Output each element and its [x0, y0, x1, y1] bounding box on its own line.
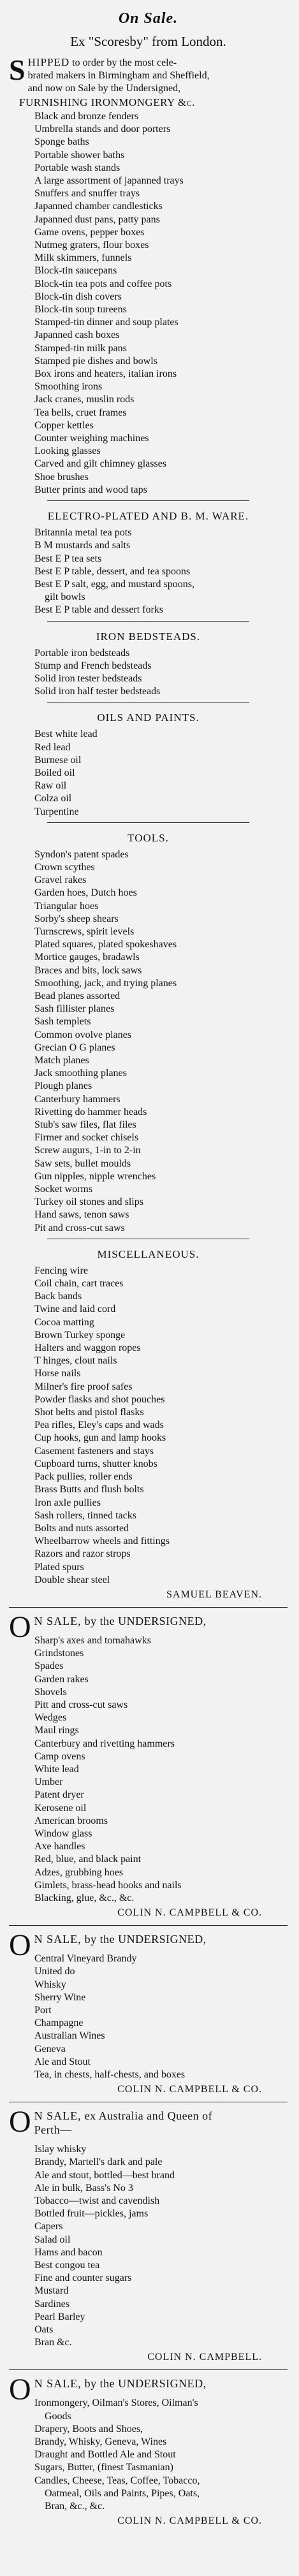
list-item: Block-tin tea pots and coffee pots: [34, 278, 172, 289]
list-item: Best E P tea sets: [34, 553, 102, 564]
iron-list: [9, 647, 288, 699]
list-item: Umbrella stands and door porters: [34, 124, 171, 135]
list-item: Solid iron tester bedsteads: [34, 673, 142, 684]
list-item: Garden hoes, Dutch hoes: [34, 887, 137, 899]
list-item: Grindstones: [34, 1648, 84, 1659]
list-item: Kerosene oil: [34, 1802, 87, 1814]
list-item: A large assortment of japanned trays: [34, 175, 184, 187]
list-item: Black and bronze fenders: [34, 111, 139, 122]
list-item: Plated spurs: [34, 1561, 84, 1573]
list-item: Red, blue, and black paint: [34, 1854, 142, 1865]
list-item: Milk skimmers, funnels: [34, 252, 132, 264]
list-item: Fencing wire: [34, 1265, 88, 1276]
list-item: Copper kettles: [34, 419, 94, 431]
list-item: Block-tin saucepans: [34, 265, 117, 277]
list-item: Best E P table and dessert forks: [34, 604, 164, 616]
intro-line1: to order by the most cele-: [69, 57, 177, 68]
intro-caps: HIPPED: [27, 56, 70, 68]
list-item: T hinges, clout nails: [34, 1355, 117, 1367]
list-item: Britannia metal tea pots: [34, 527, 132, 539]
list-item: Bead planes assorted: [34, 990, 120, 1001]
list-item: Ironmongery, Oilman's Stores, Oilman's: [34, 2398, 198, 2409]
list-item: Shovels: [34, 1686, 67, 1698]
list-item: Sorby's sheep shears: [34, 913, 119, 924]
list-item: Horse nails: [34, 1368, 81, 1379]
list-item: Bran &c.: [34, 2337, 72, 2348]
list-item: Best congou tea: [34, 2260, 100, 2271]
list-item: United do: [34, 1966, 75, 1977]
list-item: Wedges: [34, 1712, 67, 1724]
list-item: Fine and counter sugars: [34, 2273, 132, 2284]
list-item: Cup hooks, gun and lamp hooks: [34, 1432, 166, 1444]
list-item: Turnscrews, spirit levels: [34, 926, 135, 937]
list-item: Draught and Bottled Ale and Stout: [34, 2449, 176, 2461]
on-sale-rest: by the UNDERSIGNED,: [81, 1614, 207, 1627]
list-item: Gravel rakes: [34, 875, 87, 886]
list-item: Portable iron bedsteads: [34, 647, 130, 659]
sale2-list: [9, 1634, 288, 1905]
misc-heading: MISCELLANEOUS.: [97, 1248, 200, 1260]
list-item: Portable shower baths: [34, 149, 125, 161]
list-item: Sash templets: [34, 1016, 91, 1028]
list-item: Stamped-tin milk pans: [34, 342, 127, 354]
furnishing-list: [9, 110, 288, 497]
list-item: Brown Turkey sponge: [34, 1329, 126, 1341]
list-item: Triangular hoes: [34, 900, 99, 912]
list-item: Japanned chamber candlesticks: [34, 201, 163, 212]
list-item: Razors and razor strops: [34, 1548, 131, 1560]
divider: [9, 1925, 288, 1926]
sale5-list: [9, 2397, 288, 2513]
list-item: gilt bowls: [45, 592, 85, 603]
list-item: Twine and laid cord: [34, 1304, 116, 1315]
list-item: Geneva: [34, 2043, 66, 2055]
dropcap: O: [9, 1928, 32, 1963]
list-item: Pearl Barley: [34, 2311, 85, 2322]
list-item: Hams and bacon: [34, 2246, 103, 2258]
list-item: Best E P table, dessert, and tea spoons: [34, 565, 191, 577]
list-item: Shot belts and pistol flasks: [34, 1407, 144, 1418]
ship-title: Ex "Scoresby" from London.: [70, 34, 226, 49]
list-item: Window glass: [34, 1828, 92, 1839]
list-item: Brass Butts and flush bolts: [34, 1484, 144, 1495]
dropcap: O: [9, 2105, 32, 2139]
list-item: Mustard: [34, 2285, 69, 2297]
on-sale-caps: N SALE,: [34, 2377, 82, 2390]
list-item: Port: [34, 2005, 52, 2016]
list-item: Crown scythes: [34, 861, 95, 873]
list-item: Red lead: [34, 741, 71, 753]
list-item: Shoe brushes: [34, 471, 89, 483]
list-item: Box irons and heaters, italian irons: [34, 368, 177, 380]
list-item: Champagne: [34, 2018, 84, 2029]
on-sale-caps: N SALE,: [34, 1933, 82, 1946]
list-item: Solid iron half tester bedsteads: [34, 686, 161, 697]
oils-heading: OILS AND PAINTS.: [97, 711, 200, 724]
list-item: Block-tin dish covers: [34, 291, 122, 302]
divider: [47, 500, 249, 501]
list-item: Casement fasteners and stays: [34, 1445, 154, 1457]
list-item: Iron axle pullies: [34, 1497, 101, 1508]
list-item: Jack smoothing planes: [34, 1068, 127, 1079]
list-item: Pack pullies, roller ends: [34, 1471, 133, 1483]
list-item: Spades: [34, 1661, 64, 1672]
list-item: Smoothing, jack, and trying planes: [34, 977, 177, 989]
list-item: Axe handles: [34, 1841, 85, 1852]
list-item: Firmer and socket chisels: [34, 1132, 139, 1144]
list-item: Syndon's patent spades: [34, 848, 129, 860]
on-sale-rest: by the UNDERSIGNED,: [81, 2377, 207, 2390]
list-item: Best E P salt, egg, and mustard spoons,: [34, 578, 194, 590]
list-item: Back bands: [34, 1291, 82, 1302]
list-item: Portable wash stands: [34, 162, 120, 173]
list-item: Cocoa matting: [34, 1316, 94, 1328]
intro-line3: and now on Sale by the Undersigned,: [27, 83, 181, 94]
list-item: Central Vineyard Brandy: [34, 1953, 137, 1965]
list-item: Ale and Stout: [34, 2056, 91, 2067]
masthead-title: On Sale.: [118, 10, 179, 27]
list-item: Bolts and nuts assorted: [34, 1522, 129, 1534]
list-item: Brandy, Whisky, Geneva, Wines: [34, 2436, 167, 2448]
list-item: Halters and waggon ropes: [34, 1343, 141, 1354]
iron-heading: IRON BEDSTEADS.: [96, 630, 201, 643]
list-item: Pitt and cross-cut saws: [34, 1699, 128, 1710]
list-item: Powder flasks and shot pouches: [34, 1394, 165, 1405]
list-item: Double shear steel: [34, 1574, 110, 1585]
tools-list: [9, 848, 288, 1235]
list-item: Sugars, Butter, (finest Tasmanian): [34, 2462, 173, 2473]
list-item: Bran, &c., &c.: [45, 2501, 105, 2512]
list-item: Socket worms: [34, 1184, 93, 1195]
list-item: Tobacco—twist and cavendish: [34, 2195, 160, 2207]
list-item: Raw oil: [34, 780, 67, 792]
list-item: Coil chain, cart traces: [34, 1278, 124, 1290]
list-item: Stub's saw files, flat files: [34, 1119, 136, 1131]
list-item: Salad oil: [34, 2234, 71, 2245]
list-item: Stamped-tin dinner and soup plates: [34, 317, 179, 328]
on-sale-rest: ex Australia and Queen of: [81, 2109, 213, 2123]
list-item: Tea, in chests, half-chests, and boxes: [34, 2069, 186, 2081]
list-item: Common ovolve planes: [34, 1029, 131, 1040]
on-sale-rest2: Perth—: [34, 2123, 72, 2137]
list-item: Sharp's axes and tomahawks: [34, 1634, 151, 1646]
sale3-list: [9, 1953, 288, 2081]
list-item: Bottled fruit—pickles, jams: [34, 2208, 149, 2220]
sale4-list: [9, 2143, 288, 2349]
list-item: Blacking, glue, &c., &c.: [34, 1892, 135, 1903]
list-item: Goods: [45, 2410, 71, 2422]
list-item: Canterbury hammers: [34, 1093, 120, 1105]
list-item: Pea rifles, Eley's caps and wads: [34, 1420, 164, 1431]
list-item: Garden rakes: [34, 1673, 89, 1685]
list-item: Japanned dust pans, patty pans: [34, 214, 160, 225]
list-item: Stump and French bedsteads: [34, 660, 152, 671]
list-item: Islay whisky: [34, 2144, 87, 2155]
list-item: Looking glasses: [34, 446, 101, 457]
list-item: Whisky: [34, 1979, 66, 1990]
list-item: Stamped pie dishes and bowls: [34, 355, 157, 367]
list-item: Plough planes: [34, 1081, 92, 1092]
list-item: Sardines: [34, 2298, 70, 2310]
dropcap: O: [9, 1610, 32, 1644]
list-item: Colza oil: [34, 793, 72, 804]
list-item: Butter prints and wood taps: [34, 484, 147, 495]
list-item: Japanned cash boxes: [34, 330, 120, 341]
list-item: Cupboard turns, shutter knobs: [34, 1458, 157, 1469]
list-item: Tea bells, cruet frames: [34, 407, 127, 418]
list-item: Burnese oil: [34, 754, 82, 766]
list-item: B M mustards and salts: [34, 540, 131, 551]
list-item: Gun nipples, nipple wrenches: [34, 1170, 156, 1182]
list-item: Ale in bulk, Bass's No 3: [34, 2182, 133, 2194]
list-item: Maul rings: [34, 1725, 79, 1736]
list-item: Canterbury and rivetting hammers: [34, 1738, 175, 1749]
list-item: Wheelbarrow wheels and fittings: [34, 1536, 170, 1547]
oils-list: [9, 728, 288, 818]
list-item: Game ovens, pepper boxes: [34, 226, 145, 238]
signature: COLIN N. CAMPBELL & CO.: [117, 2515, 262, 2527]
furnishing-heading: FURNISHING IRONMONGERY &c.: [19, 96, 195, 108]
on-sale-rest: by the UNDERSIGNED,: [81, 1933, 207, 1946]
signature: SAMUEL BEAVEN.: [166, 1589, 262, 1600]
list-item: Capers: [34, 2221, 63, 2232]
list-item: Candles, Cheese, Teas, Coffee, Tobacco,: [34, 2475, 200, 2486]
list-item: Oats: [34, 2324, 54, 2336]
list-item: White lead: [34, 1763, 79, 1775]
list-item: Match planes: [34, 1055, 89, 1066]
list-item: Drapery, Boots and Shoes,: [34, 2423, 143, 2434]
intro-paragraph: [9, 56, 288, 95]
list-item: Camp ovens: [34, 1750, 85, 1762]
list-item: Gimlets, brass-head hooks and nails: [34, 1879, 182, 1891]
divider: [9, 2369, 288, 2370]
misc-list: [9, 1265, 288, 1587]
electro-heading: ELECTRO-PLATED AND B. M. WARE.: [47, 510, 249, 523]
list-item: Saw sets, bullet moulds: [34, 1158, 131, 1169]
list-item: Block-tin soup tureens: [34, 304, 127, 316]
list-item: Boiled oil: [34, 767, 75, 778]
list-item: Sponge baths: [34, 136, 89, 148]
list-item: Umber: [34, 1777, 63, 1788]
list-item: Carved and gilt chimney glasses: [34, 458, 167, 470]
list-item: Counter weighing machines: [34, 433, 149, 444]
list-item: Patent dryer: [34, 1789, 84, 1801]
on-sale-caps: N SALE,: [34, 2109, 82, 2123]
list-item: Adzes, grubbing hoes: [34, 1867, 124, 1878]
list-item: Best white lead: [34, 729, 98, 740]
divider: [47, 621, 249, 622]
list-item: Sash rollers, tinned tacks: [34, 1510, 136, 1521]
list-item: Pit and cross-cut saws: [34, 1222, 125, 1233]
list-item: Nutmeg graters, flour boxes: [34, 240, 149, 251]
list-item: Turpentine: [34, 806, 79, 817]
signature: COLIN N. CAMPBELL & CO.: [117, 1907, 262, 1919]
dropcap: O: [9, 2373, 32, 2407]
tools-heading: TOOLS.: [128, 831, 169, 844]
signature: COLIN N. CAMPBELL.: [147, 2352, 262, 2363]
electro-list: [9, 527, 288, 616]
list-item: Smoothing irons: [34, 381, 103, 393]
list-item: Turkey oil stones and slips: [34, 1197, 143, 1208]
list-item: Ale and stout, bottled—best brand: [34, 2169, 175, 2181]
list-item: American brooms: [34, 1815, 108, 1826]
list-item: Sherry Wine: [34, 1991, 86, 2003]
list-item: Screw augurs, 1-in to 2-in: [34, 1145, 141, 1156]
list-item: Brandy, Martell's dark and pale: [34, 2157, 163, 2168]
divider: [9, 1607, 288, 1608]
list-item: Mortice gauges, bradawls: [34, 952, 140, 963]
list-item: Jack cranes, muslin rods: [34, 394, 135, 405]
signature: COLIN N. CAMPBELL & CO.: [117, 2084, 262, 2095]
intro-line2: brated makers in Birmingham and Sheffield,: [27, 70, 210, 81]
list-item: Australian Wines: [34, 2030, 105, 2042]
divider: [47, 822, 249, 823]
list-item: Hand saws, tenon saws: [34, 1209, 129, 1221]
list-item: Plated squares, plated spokeshaves: [34, 939, 177, 950]
list-item: Snuffers and snuffer trays: [34, 188, 140, 200]
on-sale-caps: N SALE,: [34, 1614, 82, 1627]
dropcap: S: [9, 54, 26, 86]
list-item: Oatmeal, Oils and Paints, Pipes, Oats,: [45, 2487, 200, 2499]
on-sale-heading: [9, 2105, 288, 2139]
list-item: Sash fillister planes: [34, 1003, 115, 1015]
list-item: Milner's fire proof safes: [34, 1381, 133, 1392]
list-item: Rivetting do hammer heads: [34, 1106, 147, 1117]
list-item: Grecian O G planes: [34, 1042, 115, 1053]
list-item: Braces and bits, lock saws: [34, 964, 142, 976]
